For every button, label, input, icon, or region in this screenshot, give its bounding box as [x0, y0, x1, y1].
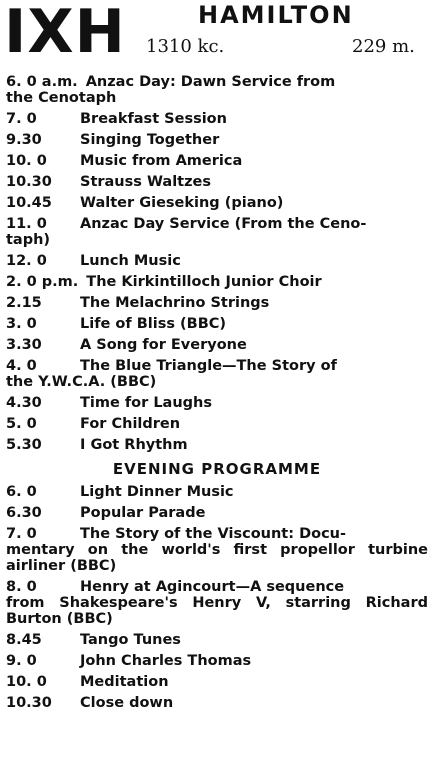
entry-time: 10.30	[6, 695, 52, 711]
entry-title: The Kirkintilloch Junior Choir	[86, 274, 322, 290]
entry-title: Time for Laughs	[80, 395, 213, 411]
programme-entry	[6, 274, 428, 290]
programme-list	[6, 74, 428, 716]
programme-entry	[6, 358, 428, 390]
entry-title: Light Dinner Music	[80, 484, 234, 500]
programme-entry	[6, 132, 428, 148]
entry-title: Anzac Day Service (From the Ceno-	[80, 216, 367, 232]
evening-programme	[6, 484, 428, 711]
entry-title: Meditation	[80, 674, 169, 690]
entry-time: 3. 0	[6, 316, 37, 332]
entry-title: For Children	[80, 416, 181, 432]
entry-title: Henry at Agincourt—A sequence	[80, 579, 345, 595]
programme-entry	[6, 111, 428, 127]
programme-entry	[6, 316, 428, 332]
programme-entry	[6, 395, 428, 411]
entry-title: Singing Together	[80, 132, 220, 148]
entry-title: The Story of the Viscount: Docu-	[80, 526, 347, 542]
programme-entry	[6, 153, 428, 169]
entry-time: 10. 0	[6, 674, 47, 690]
programme-entry	[6, 253, 428, 269]
entry-time: 4.30	[6, 395, 42, 411]
entry-time: 7. 0	[6, 526, 37, 542]
programme-entry	[6, 653, 428, 669]
entry-time: 5.30	[6, 437, 42, 453]
station-callsign: IXH	[4, 0, 126, 67]
entry-time: 2. 0 p.m.	[6, 274, 79, 290]
entry-title: I Got Rhythm	[80, 437, 188, 453]
entry-title: The Blue Triangle—The Story of	[80, 358, 337, 374]
programme-entry	[6, 437, 428, 453]
station-frequency: 1310 kc.	[146, 36, 225, 57]
entry-time: 9.30	[6, 132, 42, 148]
programme-entry	[6, 526, 428, 574]
entry-title: Strauss Waltzes	[80, 174, 212, 190]
entry-time: 6. 0	[6, 484, 37, 500]
programme-entry	[6, 174, 428, 190]
entry-title: John Charles Thomas	[80, 653, 252, 669]
programme-entry	[6, 216, 428, 248]
entry-title: Life of Bliss (BBC)	[80, 316, 227, 332]
programme-entry	[6, 674, 428, 690]
entry-time: 5. 0	[6, 416, 37, 432]
entry-time: 7. 0	[6, 111, 37, 127]
entry-time: 12. 0	[6, 253, 47, 269]
entry-title-continued: mentary on the world's first propellor turbine airliner (BBC)	[6, 542, 428, 574]
programme-entry	[6, 195, 428, 211]
programme-entry	[6, 695, 428, 711]
entry-time: 2.15	[6, 295, 42, 311]
entry-time: 6. 0 a.m.	[6, 74, 78, 90]
entry-title: The Melachrino Strings	[80, 295, 270, 311]
programme-entry	[6, 484, 428, 500]
programme-entry	[6, 416, 428, 432]
programme-entry	[6, 632, 428, 648]
programme-entry	[6, 505, 428, 521]
entry-time: 4. 0	[6, 358, 37, 374]
entry-title: Close down	[80, 695, 174, 711]
evening-heading: EVENING PROGRAMME	[112, 460, 322, 478]
entry-time: 11. 0	[6, 216, 47, 232]
entry-title: Anzac Day: Dawn Service from	[85, 74, 336, 90]
entry-time: 8.45	[6, 632, 42, 648]
entry-title: Walter Gieseking (piano)	[80, 195, 284, 211]
entry-title-continued: the Y.W.C.A. (BBC)	[6, 374, 157, 390]
entry-title: Tango Tunes	[80, 632, 181, 648]
entry-time: 3.30	[6, 337, 42, 353]
entry-title: Breakfast Session	[80, 111, 227, 127]
entry-title: Lunch Music	[80, 253, 181, 269]
entry-title-continued: from Shakespeare's Henry V, starring Richard Burton (BBC)	[6, 595, 428, 627]
entry-title-continued: taph)	[6, 232, 51, 248]
entry-time: 10.45	[6, 195, 52, 211]
programme-entry	[6, 579, 428, 627]
programme-entry	[6, 74, 428, 106]
station-wavelength: 229 m.	[352, 36, 415, 57]
programme-entry	[6, 337, 428, 353]
entry-title: Popular Parade	[80, 505, 206, 521]
entry-time: 8. 0	[6, 579, 37, 595]
programme-entry	[6, 295, 428, 311]
station-header	[0, 0, 432, 72]
entry-time: 6.30	[6, 505, 42, 521]
station-city: HAMILTON	[198, 1, 354, 29]
day-programme	[6, 74, 428, 453]
entry-time: 9. 0	[6, 653, 37, 669]
entry-time: 10. 0	[6, 153, 47, 169]
entry-title: Music from America	[80, 153, 243, 169]
entry-time: 10.30	[6, 174, 52, 190]
entry-title: A Song for Everyone	[80, 337, 247, 353]
entry-title-continued: the Cenotaph	[6, 90, 117, 106]
